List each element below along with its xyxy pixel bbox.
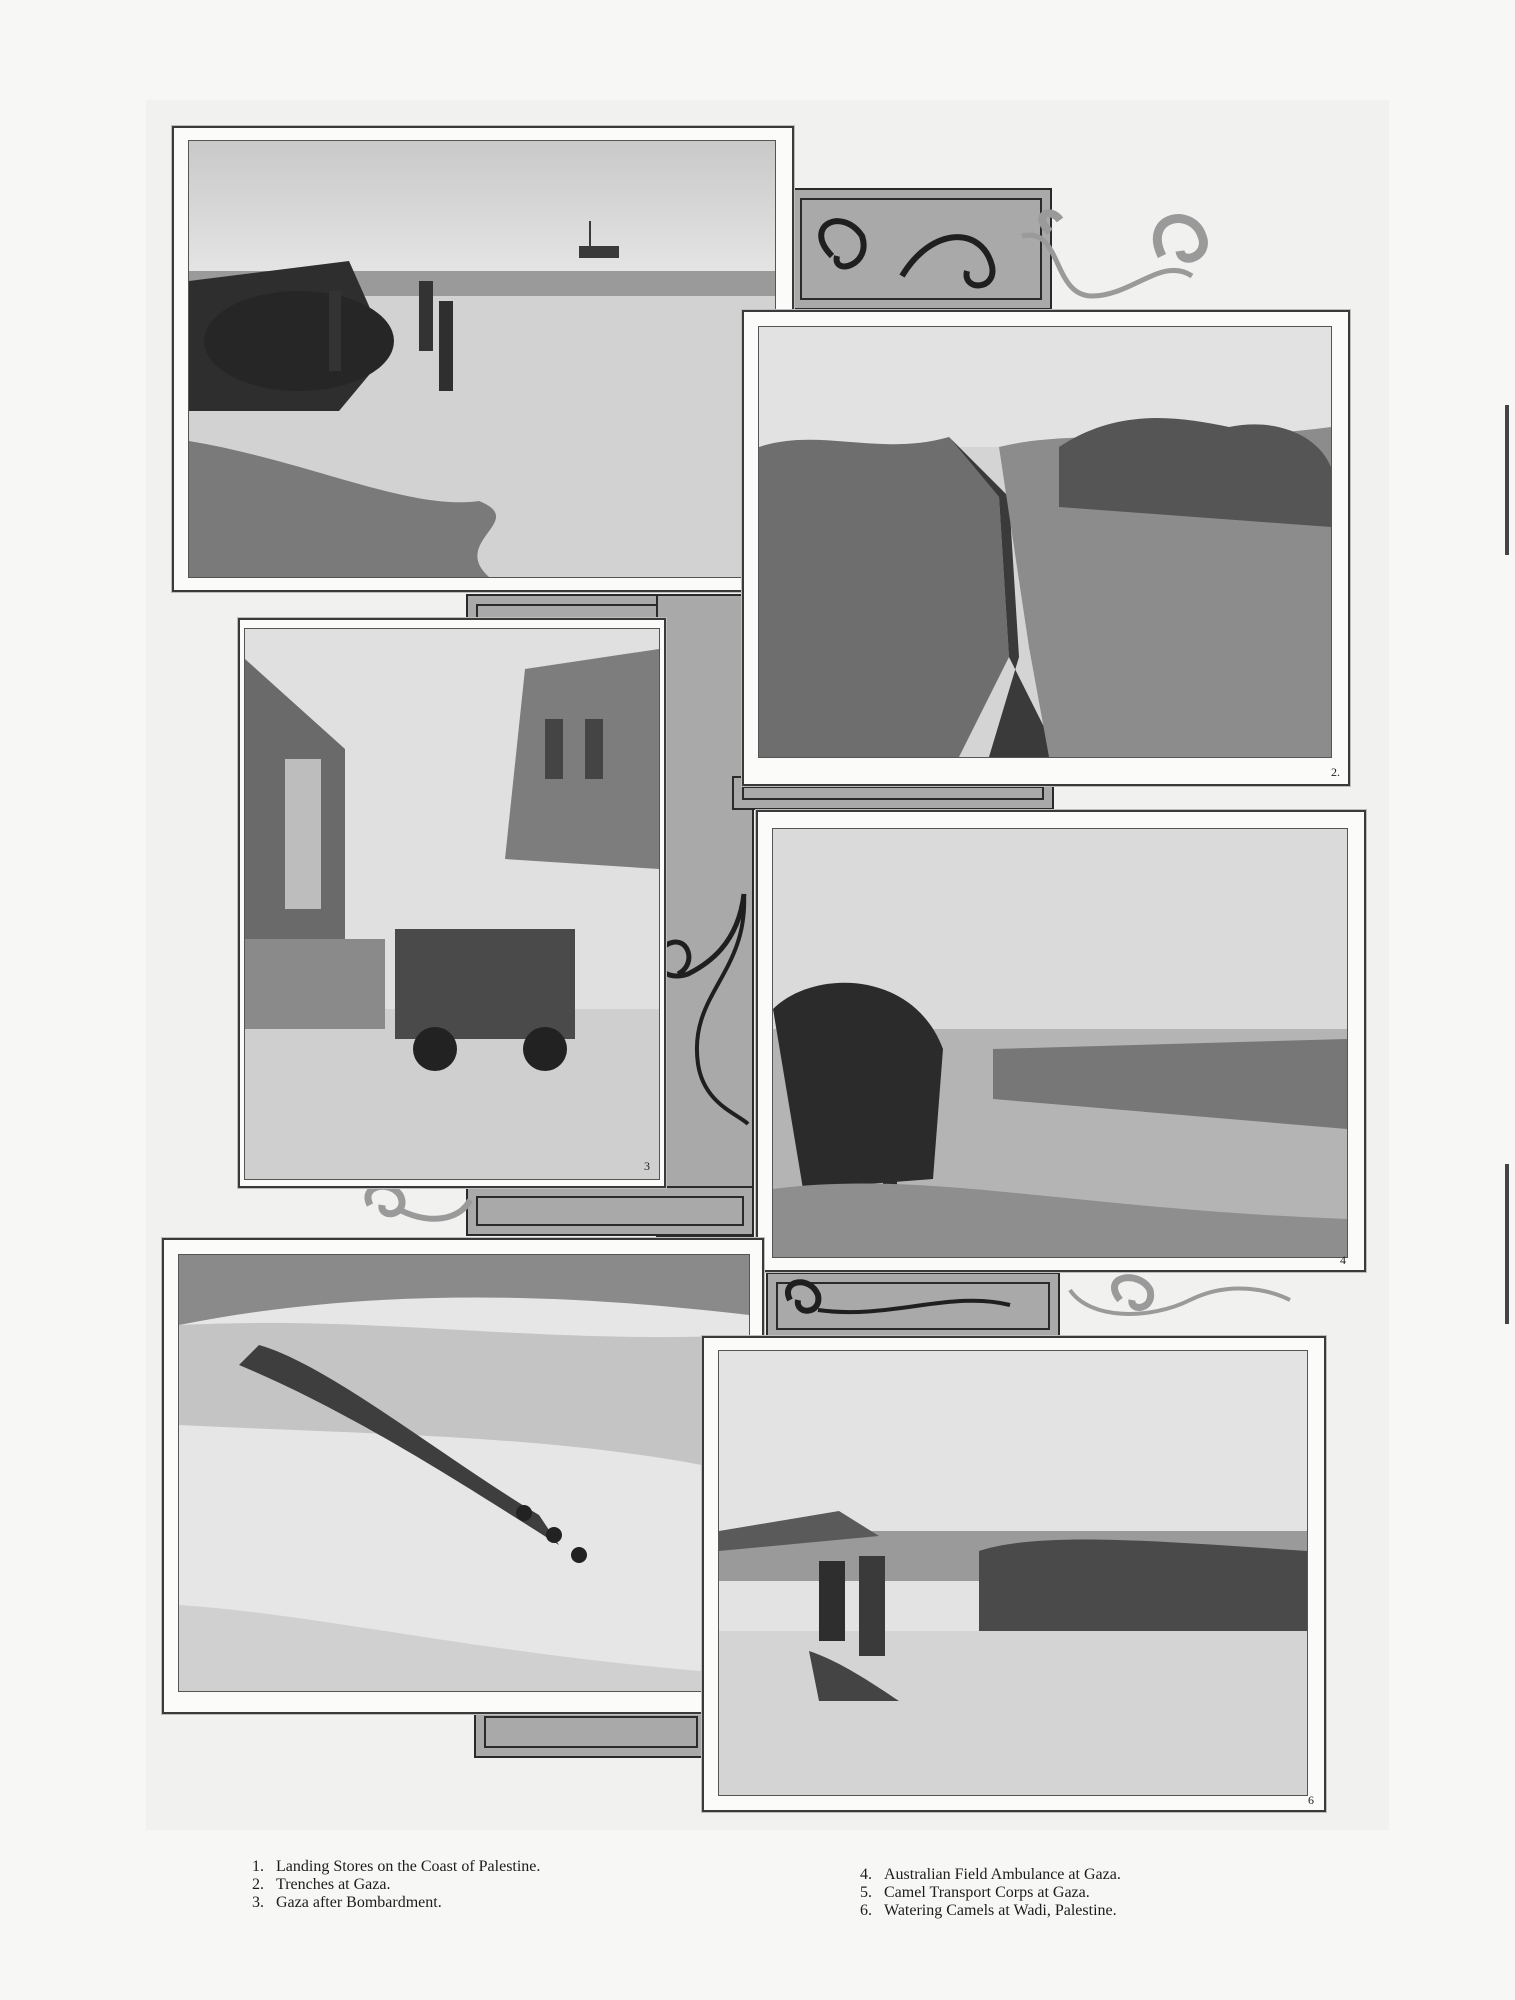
- photo-landing-stores: [188, 140, 776, 578]
- photo-number: 6: [1308, 1793, 1314, 1807]
- photo-field-ambulance: [772, 828, 1348, 1258]
- caption-row: [840, 1902, 1121, 1920]
- caption-number: 2.: [252, 1876, 264, 1893]
- photo-frame-6: [702, 1336, 1326, 1812]
- photo-frame-2: [742, 310, 1350, 786]
- scroll-ornament: [792, 196, 1232, 311]
- caption-number: 4.: [860, 1866, 872, 1883]
- caption-number: 1.: [252, 1858, 264, 1875]
- caption-row: [232, 1858, 540, 1876]
- caption-row: [232, 1894, 540, 1912]
- caption-text: Australian Field Ambulance at Gaza.: [884, 1866, 1121, 1883]
- caption-text: Camel Transport Corps at Gaza.: [884, 1884, 1090, 1901]
- photo-number: 3: [644, 1159, 650, 1173]
- caption-row: [840, 1866, 1121, 1884]
- scroll-ornament: [770, 1270, 1310, 1340]
- photo-number: 2.: [1331, 765, 1340, 779]
- caption-number: 6.: [860, 1902, 872, 1919]
- photo-trenches: [758, 326, 1332, 758]
- binding-mark: [1505, 1164, 1509, 1324]
- photo-camel-transport: [178, 1254, 750, 1692]
- caption-text: Watering Camels at Wadi, Palestine.: [884, 1902, 1117, 1919]
- caption-text: Gaza after Bombardment.: [276, 1894, 442, 1911]
- binding-mark: [1505, 405, 1509, 555]
- photo-frame-1: [172, 126, 794, 592]
- photo-watering-camels: [718, 1350, 1308, 1796]
- caption-number: 5.: [860, 1884, 872, 1901]
- caption-row: [232, 1876, 540, 1894]
- photo-gaza-bombardment: [244, 628, 660, 1180]
- captions-right: [840, 1866, 1121, 1920]
- photo-frame-4: [756, 810, 1366, 1272]
- caption-text: Trenches at Gaza.: [276, 1876, 391, 1893]
- captions-left: [232, 1858, 540, 1912]
- photo-frame-3: [238, 618, 666, 1188]
- caption-text: Landing Stores on the Coast of Palestine.: [276, 1858, 541, 1875]
- ornament-band: [466, 1186, 754, 1236]
- caption-number: 3.: [252, 1894, 264, 1911]
- caption-row: [840, 1884, 1121, 1902]
- photo-number: 4: [1340, 1253, 1346, 1267]
- photo-frame-5: [162, 1238, 764, 1714]
